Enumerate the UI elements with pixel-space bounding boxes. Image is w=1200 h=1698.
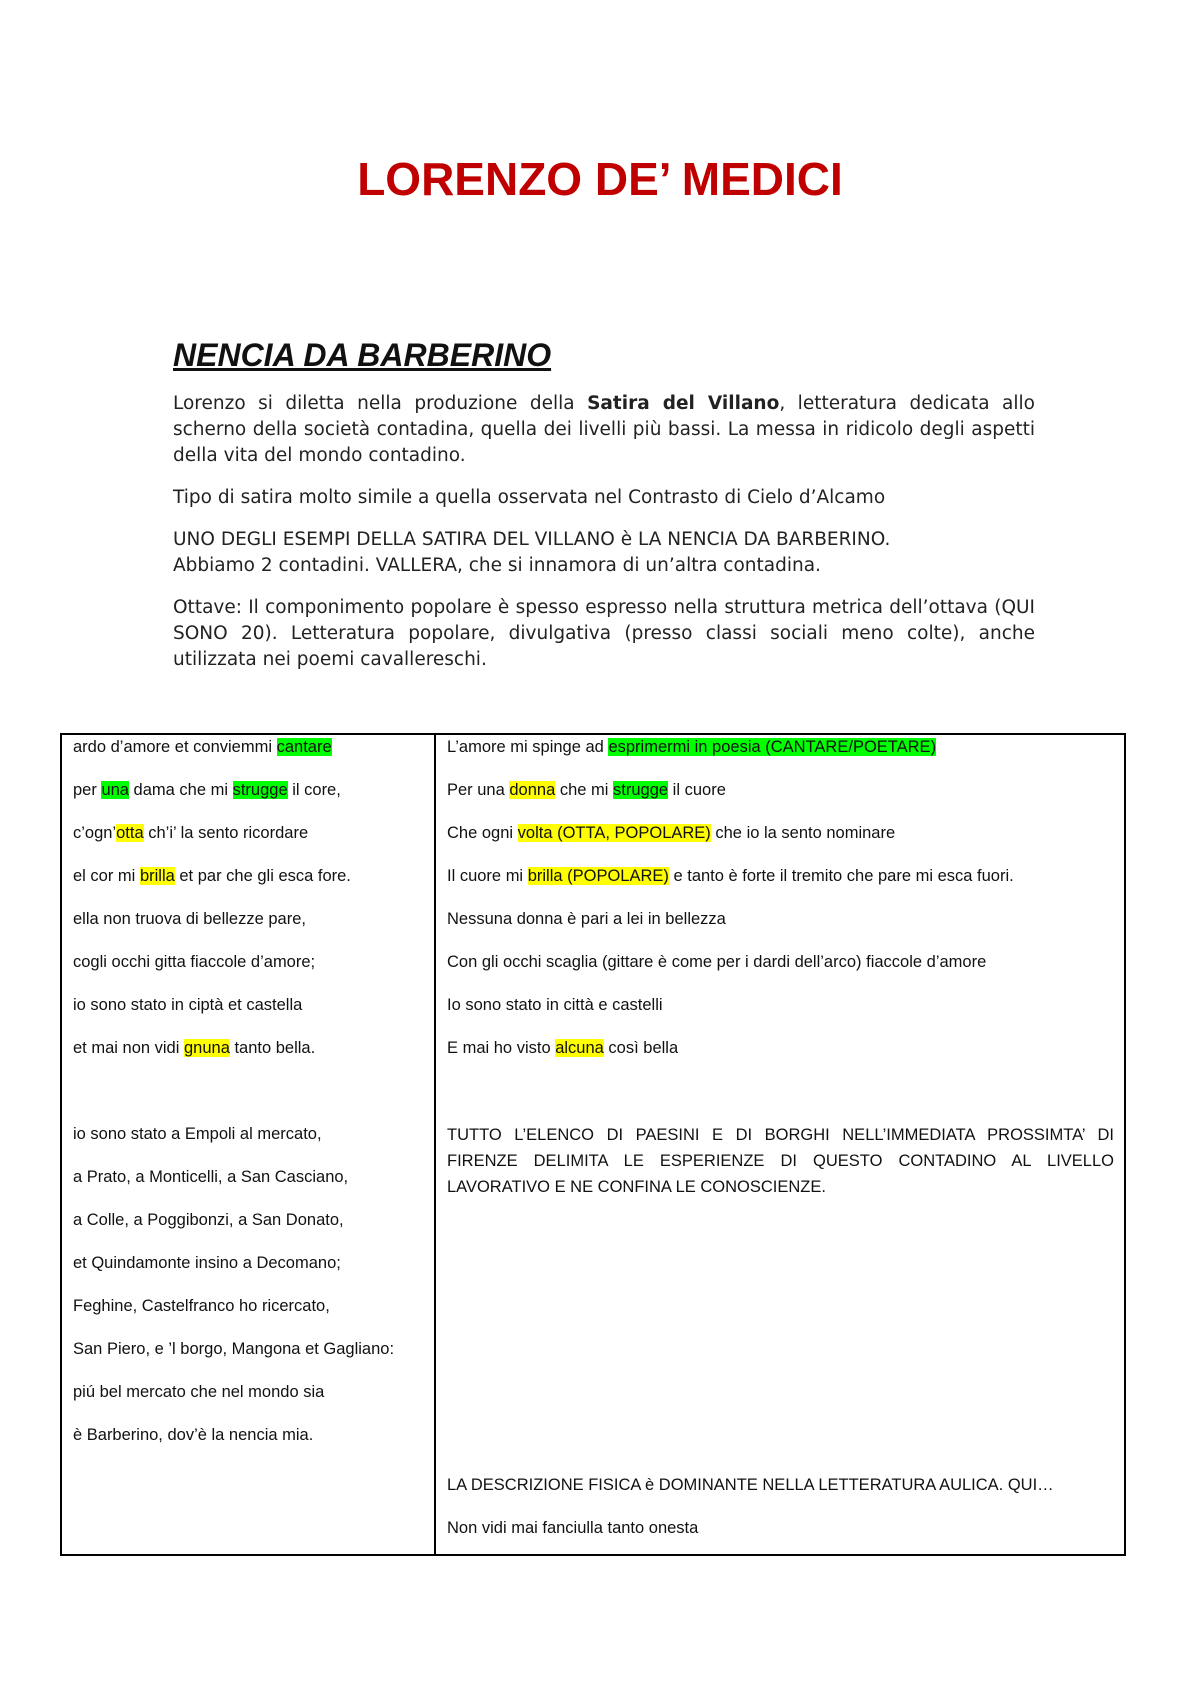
verse-line: Feghine, Castelfranco ho ricercato, xyxy=(73,1297,330,1315)
section-title: NENCIA DA BARBERINO xyxy=(173,337,552,373)
verse-line: ella non truova di bellezze pare, xyxy=(73,910,306,928)
commentary-paragraph: TUTTO L’ELENCO DI PAESINI E DI BORGHI NELL’IMMEDIATA PROSSIMTA’ DI FIRENZE DELIMITA LE ESPERIENZE DI QUESTO CONTADINO AL LIVELLO LAVORATIVO E NE CONFINA LE CONOSCIENZE. xyxy=(447,1126,1114,1196)
intro-paragraph-1 xyxy=(173,391,1035,469)
paraphrase-line: Io sono stato in città e castelli xyxy=(447,996,663,1014)
intro-paragraph-2: Tipo di satira molto simile a quella osservata nel Contrasto di Cielo d’Alcamo xyxy=(173,487,886,508)
paraphrase-line: L’amore mi spinge ad esprimermi in poesia (CANTARE/POETARE) xyxy=(447,738,937,756)
verse-line: San Piero, e ’l borgo, Mangona et Gagliano: xyxy=(73,1340,395,1358)
highlight: cantare xyxy=(276,738,332,756)
verse-line: c’ogn’otta ch’i’ la sento ricordare xyxy=(73,824,309,842)
highlight: donna xyxy=(509,781,556,799)
original-text-column xyxy=(62,735,436,1554)
highlight: brilla xyxy=(139,867,175,885)
highlight: brilla (POPOLARE) xyxy=(527,867,669,885)
paraphrase-line: LA DESCRIZIONE FISICA è DOMINANTE NELLA LETTERATURA AULICA. QUI… xyxy=(447,1476,1054,1494)
highlight: esprimermi in poesia (CANTARE/POETARE) xyxy=(608,738,937,756)
highlight: strugge xyxy=(232,781,288,799)
verse-line: piú bel mercato che nel mondo sia xyxy=(73,1383,325,1401)
highlight: strugge xyxy=(613,781,669,799)
paraphrase-line: Nessuna donna è pari a lei in bellezza xyxy=(447,910,726,928)
paraphrase-line: Per una donna che mi strugge il cuore xyxy=(447,781,726,799)
text: UNO DEGLI ESEMPI DELLA SATIRA DEL VILLANO è LA NENCIA DA BARBERINO. xyxy=(173,529,891,550)
verse-line: per una dama che mi strugge il core, xyxy=(73,781,341,799)
paraphrase-column xyxy=(436,735,1124,1554)
verse-line: a Prato, a Monticelli, a San Casciano, xyxy=(73,1168,349,1186)
verse-line: et Quindamonte insino a Decomano; xyxy=(73,1254,341,1272)
text: Lorenzo si diletta nella produzione della xyxy=(173,393,588,414)
highlight: gnuna xyxy=(183,1039,230,1057)
verse-line: io sono stato in ciptà et castella xyxy=(73,996,303,1014)
verse-line: io sono stato a Empoli al mercato, xyxy=(73,1125,322,1143)
intro-paragraph-3 xyxy=(173,527,1035,579)
highlight: alcuna xyxy=(555,1039,604,1057)
comparison-table xyxy=(60,733,1126,1556)
commentary-bottom xyxy=(447,1473,1114,1559)
paraphrase-line: Con gli occhi scaglia (gittare è come per i dardi dell’arco) fiaccole d’amore xyxy=(447,953,987,971)
bold-term: Satira del Villano xyxy=(587,393,780,414)
paraphrase-line: Il cuore mi brilla (POPOLARE) e tanto è forte il tremito che pare mi esca fuori. xyxy=(447,867,1014,885)
verse-line: cogli occhi gitta fiaccole d’amore; xyxy=(73,953,316,971)
intro-paragraph-4: Ottave: Il componimento popolare è spesso espresso nella struttura metrica dell’ottava (QUI SONO 20). Letteratura popolare, divulgativa (presso classi sociali meno colte), anche utilizzata nei poemi cavallereschi. xyxy=(173,597,1035,670)
stanza-gap xyxy=(447,1079,1114,1122)
verse-line: et mai non vidi gnuna tanto bella. xyxy=(73,1039,316,1057)
verse-line: ardo d’amore et conviemmi cantare xyxy=(73,738,332,756)
highlight: otta xyxy=(116,824,144,842)
paraphrase-line: Non vidi mai fanciulla tanto onesta xyxy=(447,1519,699,1537)
stanza-gap xyxy=(73,1079,422,1122)
verse-line: a Colle, a Poggibonzi, a San Donato, xyxy=(73,1211,344,1229)
paraphrase-line: E mai ho visto alcuna così bella xyxy=(447,1039,679,1057)
verse-line: el cor mi brilla et par che gli esca fore. xyxy=(73,867,351,885)
section-nencia xyxy=(173,335,1035,689)
page-title: LORENZO DE’ MEDICI xyxy=(357,153,843,205)
highlight: volta (OTTA, POPOLARE) xyxy=(517,824,711,842)
highlight: una xyxy=(101,781,129,799)
text: Abbiamo 2 contadini. VALLERA, che si innamora di un’altra contadina. xyxy=(173,555,821,576)
text: , letteratura dedicata allo scherno della società contadina, quella dei livelli più bassi. La messa in ridicolo degli aspetti della vita del mondo contadino. xyxy=(173,393,1035,466)
verse-line: è Barberino, dov’è la nencia mia. xyxy=(73,1426,314,1444)
paraphrase-line: Che ogni volta (OTTA, POPOLARE) che io la sento nominare xyxy=(447,824,896,842)
